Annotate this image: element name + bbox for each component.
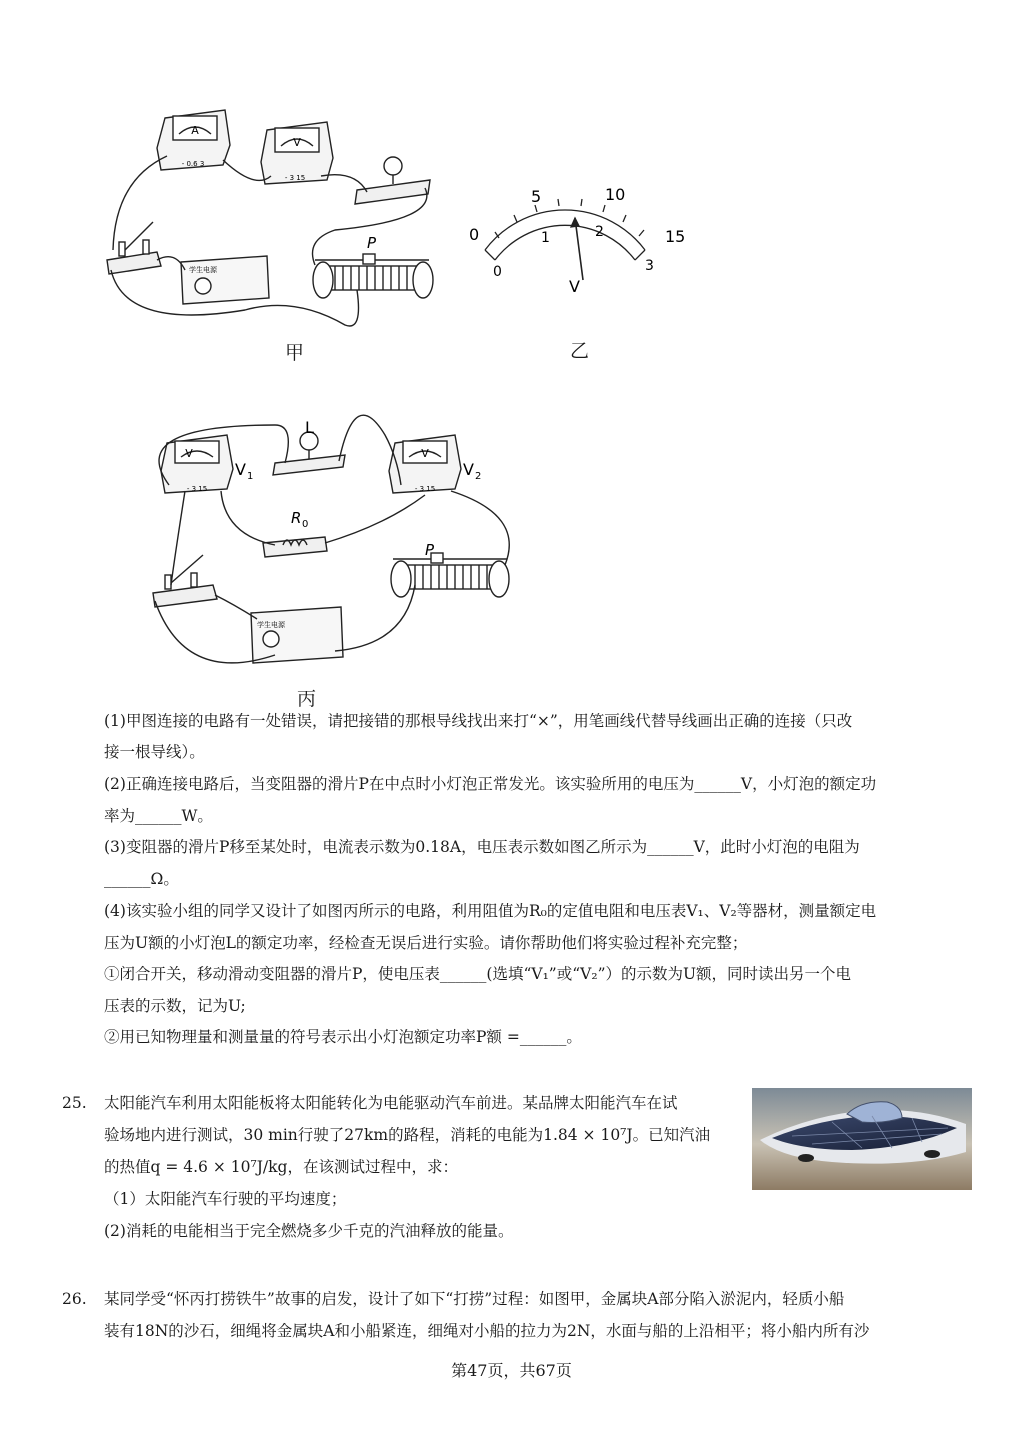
q24-part4-line2: 压为U额的小灯泡L的额定功率，经检查无误后进行实验。请你帮助他们将实验过程补充完整； xyxy=(104,934,748,952)
q26-line1: 某同学受“怀丙打捞铁牛”故事的启发，设计了如下“打捞”过程：如图甲，金属块A部分陷入淤泥内，轻质小船 xyxy=(104,1290,845,1308)
q24-part5-line2: 压表的示数，记为U; xyxy=(104,997,246,1015)
v2-dial-letter: V xyxy=(421,447,429,460)
v1-terminals: - 3 15 xyxy=(186,485,208,493)
circuit-figure-jia xyxy=(95,100,445,340)
lamp-label-l: L xyxy=(305,418,314,437)
q24-part6: ②用已知物理量和测量量的符号表示出小灯泡额定功率P额 =______。 xyxy=(104,1028,582,1046)
v2-label: V xyxy=(463,460,474,479)
q24-part2-line2: 率为______W。 xyxy=(104,807,213,825)
q24-part4-line1: (4)该实验小组的同学又设计了如图丙所示的电路，利用阻值为R₀的定值电阻和电压表V₁、V₂等器材，测量额定电 xyxy=(104,902,877,920)
figure-label-bing: 丙 xyxy=(297,688,317,710)
r0-label: R xyxy=(291,509,302,527)
q25-number: 25. xyxy=(62,1094,87,1112)
rheostat-label-bing: P xyxy=(425,541,435,559)
q25-line5: (2)消耗的电能相当于完全燃烧多少千克的汽油释放的能量。 xyxy=(104,1222,514,1240)
r0-subscript: 0 xyxy=(302,519,309,530)
dial-lower-2: 2 xyxy=(595,224,604,240)
solar-car-photo xyxy=(752,1088,972,1190)
ammeter-terminals: - 0.6 3 xyxy=(181,160,205,168)
q24-part1-line1: (1)甲图连接的电路有一处错误，请把接错的那根导线找出来打“×”，用笔画线代替导线画出正确的连接（只改 xyxy=(104,712,853,730)
v1-subscript: 1 xyxy=(247,471,254,482)
circuit-figure-bing xyxy=(125,405,525,685)
voltmeter-dial-figure-yi xyxy=(455,180,695,305)
voltmeter-terminals: - 3 15 xyxy=(284,174,306,182)
v2-terminals: - 3 15 xyxy=(414,485,436,493)
q25-line1: 太阳能汽车利用太阳能板将太阳能转化为电能驱动汽车前进。某品牌太阳能汽车在试 xyxy=(104,1094,678,1112)
q25-line3: 的热值q = 4.6 × 10⁷J/kg，在该测试过程中，求： xyxy=(104,1158,458,1176)
v2-subscript: 2 xyxy=(475,471,482,482)
ammeter-letter: A xyxy=(191,124,199,137)
q24-part3-line1: (3)变阻器的滑片P移至某处时，电流表示数为0.18A，电压表示数如图乙所示为______V，此时小灯泡的电阻为 xyxy=(104,838,860,856)
dial-upper-5: 5 xyxy=(531,187,542,206)
q25-line2: 验场地内进行测试，30 min行驶了27km的路程，消耗的电能为1.84 × 10⁷J。已知汽油 xyxy=(104,1126,711,1144)
figure-label-jia: 甲 xyxy=(285,342,305,364)
q26-line2: 装有18N的沙石，细绳将金属块A和小船紧连，细绳对小船的拉力为2N，水面与船的上沿相平；将小船内所有沙 xyxy=(104,1322,870,1340)
dial-lower-1: 1 xyxy=(541,230,550,246)
dial-lower-0: 0 xyxy=(493,264,502,280)
dial-upper-10: 10 xyxy=(605,185,626,204)
dial-upper-0: 0 xyxy=(469,225,480,244)
rheostat-label-jia: P xyxy=(367,234,377,252)
q24-part1-line2: 接一根导线）。 xyxy=(104,743,205,761)
dial-lower-3: 3 xyxy=(645,258,654,274)
q24-part2-line1: (2)正确连接电路后，当变阻器的滑片P在中点时小灯泡正常发光。该实验所用的电压为______V，小灯泡的额定功 xyxy=(104,775,877,793)
q25-line4: （1）太阳能汽车行驶的平均速度； xyxy=(104,1190,347,1208)
page-footer: 第47页，共67页 xyxy=(451,1361,572,1380)
voltmeter-letter: V xyxy=(293,136,301,149)
power-supply-label-jia: 学生电源 xyxy=(189,266,217,274)
power-supply-label-bing: 学生电源 xyxy=(257,621,285,629)
dial-upper-15: 15 xyxy=(665,227,686,246)
figure-label-yi: 乙 xyxy=(570,340,590,362)
q24-part3-line2: ______Ω。 xyxy=(104,870,179,888)
v1-label: V xyxy=(235,460,246,479)
q24-part5-line1: ①闭合开关，移动滑动变阻器的滑片P，使电压表______(选填“V₁”或“V₂”）的示数为U额，同时读出另一个电 xyxy=(104,965,852,983)
dial-meter-letter: V xyxy=(569,277,580,296)
q26-number: 26. xyxy=(62,1290,87,1308)
v1-dial-letter: V xyxy=(185,447,193,460)
